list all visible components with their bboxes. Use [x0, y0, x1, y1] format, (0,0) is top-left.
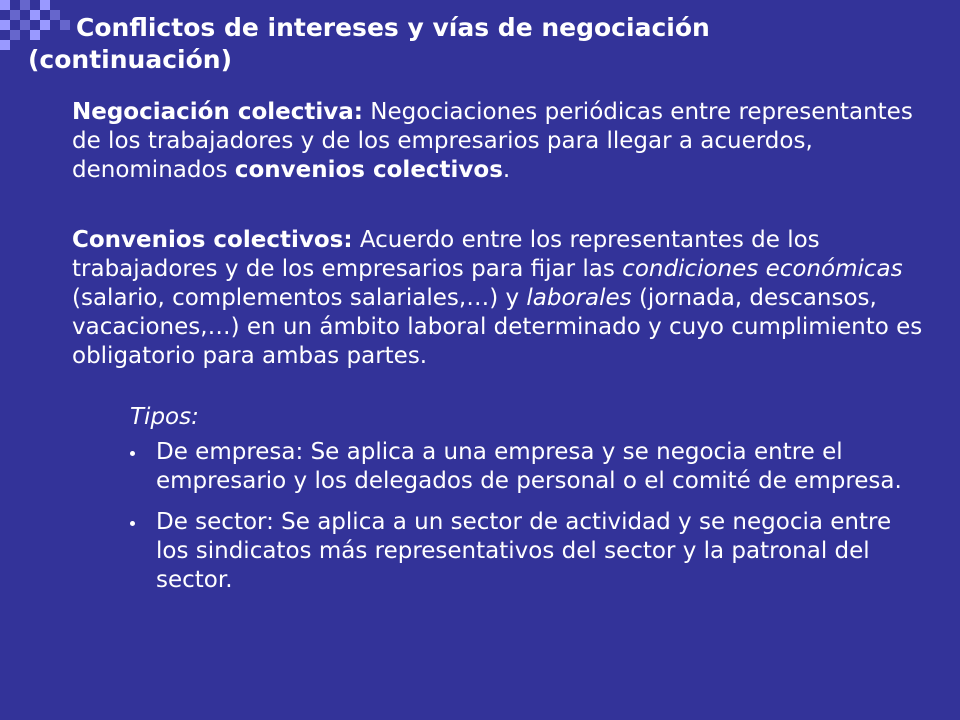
tipos-list — [130, 438, 930, 607]
term-negociacion-colectiva: Negociación colectiva: — [72, 99, 363, 125]
highlight-convenios-colectivos: convenios colectivos — [234, 157, 503, 183]
italic-laborales: laborales — [526, 285, 632, 311]
bullet-dot-icon — [130, 451, 135, 456]
term-convenios-colectivos: Convenios colectivos: — [72, 227, 353, 253]
convenios-text-1: Acuerdo entre los representantes de los trabajadores y de los empresarios para fijar las — [72, 227, 820, 282]
list-item-text: De empresa: Se aplica a una empresa y se negocia entre el empresario y los delegados de personal o el comité de empresa. — [156, 439, 902, 494]
convenios-text-2: (salario, complementos salariales,…) y — [72, 285, 527, 311]
bullet-dot-icon — [130, 521, 135, 526]
tipos-label: Tipos: — [130, 404, 199, 430]
list-item-text: De sector: Se aplica a un sector de actividad y se negocia entre los sindicatos más representativos del sector y la patronal del sector. — [156, 509, 892, 593]
list-item — [130, 438, 930, 496]
negociacion-end: . — [502, 157, 511, 183]
convenios-text-3: (jornada, descansos, vacaciones,…) en un ámbito laboral determinado y cuyo cumplimiento es obligatorio para ambas partes. — [72, 285, 923, 369]
slide-title: Conflictos de intereses y vías de negociación — [76, 13, 710, 42]
italic-condiciones-economicas: condiciones económicas — [622, 256, 903, 282]
slide-title-continuation: (continuación) — [28, 45, 232, 74]
list-item — [130, 508, 930, 595]
paragraph-convenios-colectivos — [72, 226, 934, 371]
negociacion-text: Negociaciones periódicas entre representantes de los trabajadores y de los empresarios para llegar a acuerdos, denominados — [72, 99, 913, 183]
paragraph-negociacion-colectiva — [72, 98, 934, 185]
